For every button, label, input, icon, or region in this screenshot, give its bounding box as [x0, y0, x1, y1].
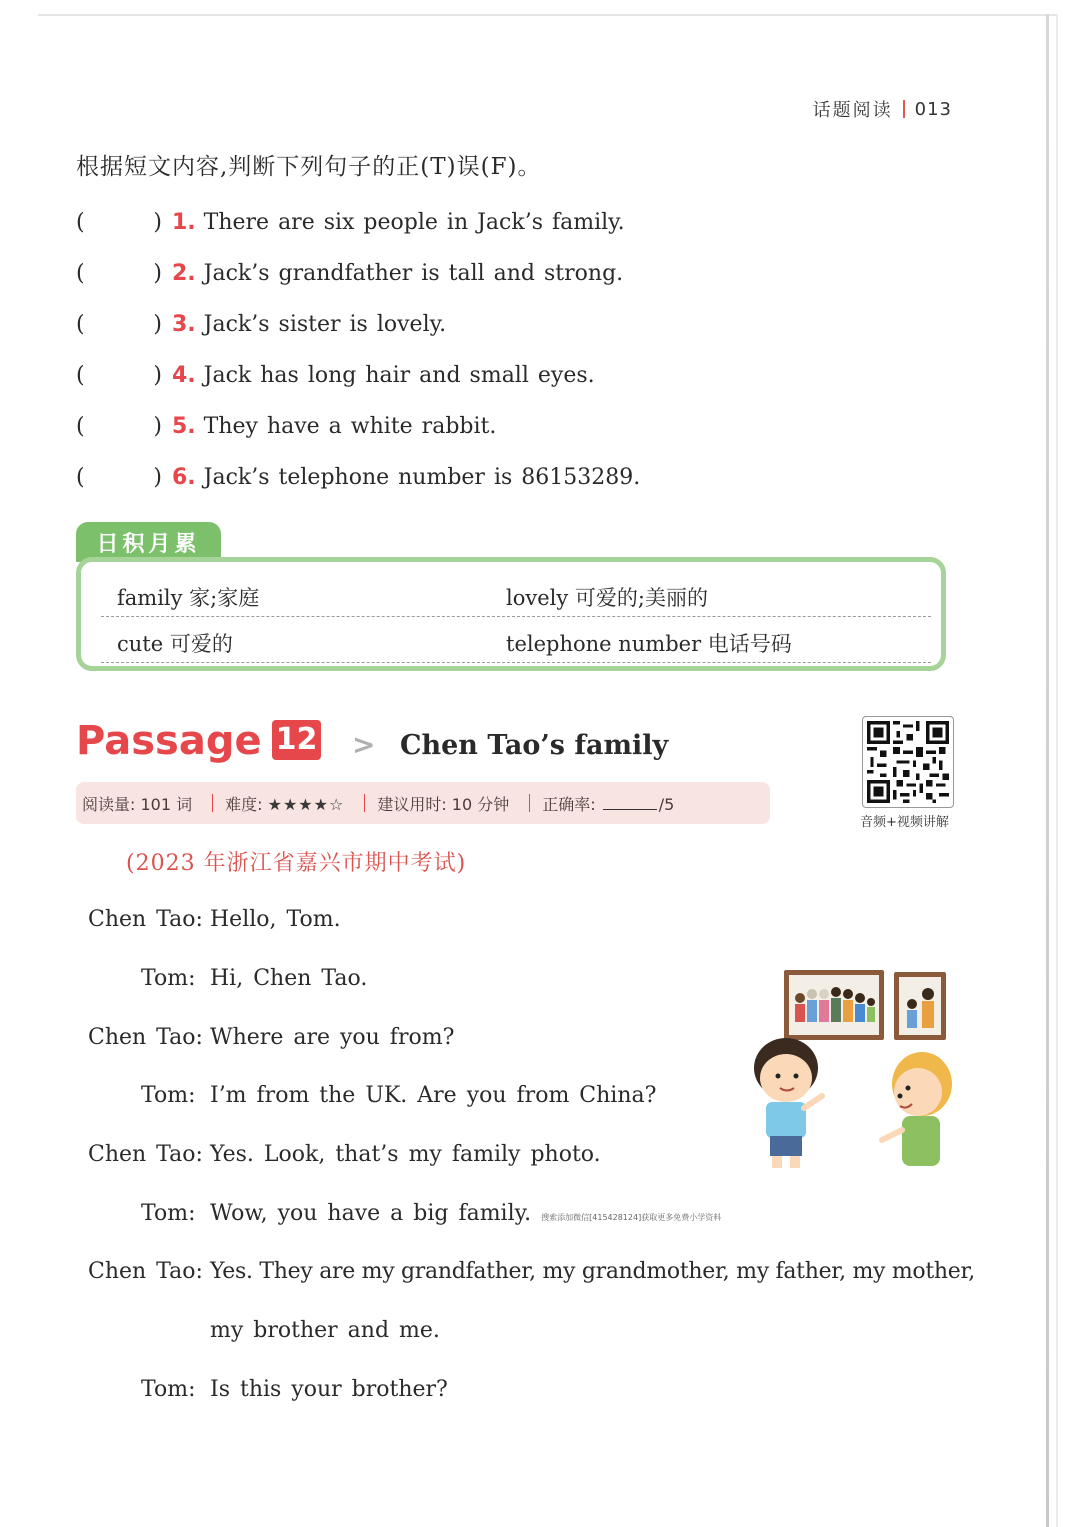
vocab-entry: family 家;家庭 [117, 586, 260, 610]
dialogue-line [0, 907, 1040, 937]
utterance: Yes. They are my grandfather, my grandmother, my father, my mother, [210, 1259, 976, 1284]
question-item [76, 401, 640, 452]
question-item [76, 350, 640, 401]
question-number: 4. [172, 363, 196, 388]
answer-blank[interactable]: ( ) [76, 210, 162, 235]
qr-caption: 音频+视频讲解 [860, 815, 949, 830]
exercise-instruction: 根据短文内容,判断下列句子的正(T)误(F)。 [76, 154, 542, 180]
page-edge [38, 14, 1058, 16]
story-title: Chen Tao’s family [400, 730, 669, 761]
page-binding-shadow [1046, 14, 1049, 1527]
question-text: Jack’s grandfather is tall and strong. [203, 261, 624, 286]
vocab-entry: lovely 可爱的;美丽的 [506, 586, 708, 610]
question-item [76, 452, 640, 503]
dialogue-line [0, 1377, 1040, 1407]
question-list [76, 197, 640, 503]
dialogue-line [0, 1201, 1040, 1231]
difficulty [219, 792, 358, 815]
answer-blank[interactable]: ( ) [76, 414, 162, 439]
utterance: my brother and me. [210, 1318, 440, 1343]
page-binding-edge [1056, 14, 1058, 1527]
speaker: Tom: [141, 966, 196, 991]
speaker: Chen Tao: [88, 1025, 203, 1050]
dialogue-line [0, 1318, 1040, 1348]
vocab-row [101, 618, 931, 663]
utterance: Yes. Look, that’s my family photo. [210, 1142, 601, 1167]
accuracy-blank[interactable] [603, 809, 657, 810]
page-number: 013 [914, 98, 952, 120]
source-note: (2023 年浙江省嘉兴市期中考试) [126, 851, 467, 876]
difficulty-label: 难度: [225, 794, 263, 814]
question-item [76, 248, 640, 299]
divider [529, 794, 530, 812]
divider [903, 100, 905, 118]
dialogue-line [0, 1259, 1040, 1289]
vocab-box [76, 557, 946, 671]
question-text: There are six people in Jack’s family. [203, 210, 625, 235]
watermark-text: 搜索添加微信[415428124]获取更多免费小学资料 [541, 1213, 722, 1222]
accuracy [536, 792, 688, 815]
running-head [813, 96, 952, 122]
word-count: 阅读量: 101 词 [82, 794, 193, 814]
speaker: Chen Tao: [88, 1142, 203, 1167]
utterance [210, 1201, 721, 1226]
answer-blank[interactable]: ( ) [76, 465, 162, 490]
question-number: 1. [172, 210, 196, 235]
answer-blank[interactable]: ( ) [76, 363, 162, 388]
question-item [76, 299, 640, 350]
utterance-text: Wow, you have a big family. [210, 1201, 532, 1226]
question-number: 6. [172, 465, 196, 490]
vocab-row [101, 572, 931, 617]
vocab-tab-title: 日积月累 [76, 522, 221, 562]
divider [212, 794, 213, 812]
vocab-entry: telephone number 电话号码 [506, 632, 792, 656]
utterance: Is this your brother? [210, 1377, 448, 1402]
speaker: Chen Tao: [88, 1259, 203, 1284]
reading-info-bar [76, 782, 770, 824]
speaker: Tom: [141, 1201, 196, 1226]
accuracy-label: 正确率: [542, 794, 596, 814]
question-text: Jack’s sister is lovely. [203, 312, 447, 337]
passage-number: 12 [272, 720, 322, 760]
chevron-right-icon: > [352, 728, 376, 761]
speaker: Tom: [141, 1377, 196, 1402]
question-text: They have a white rabbit. [203, 414, 497, 439]
question-text: Jack’s telephone number is 86153289. [203, 465, 641, 490]
star-rating-icon: ★★★★☆ [267, 794, 345, 814]
question-text: Jack has long hair and small eyes. [203, 363, 595, 388]
question-number: 2. [172, 261, 196, 286]
passage-label: Passage [76, 718, 262, 764]
utterance: Where are you from? [210, 1025, 455, 1050]
answer-blank[interactable]: ( ) [76, 312, 162, 337]
question-number: 3. [172, 312, 196, 337]
accuracy-total: /5 [658, 794, 675, 814]
qr-code-icon[interactable] [862, 716, 954, 808]
divider [364, 794, 365, 812]
passage-heading [76, 718, 321, 764]
question-item [76, 197, 640, 248]
speaker: Tom: [141, 1083, 196, 1108]
section-label: 话题阅读 [812, 100, 893, 121]
family-photo-illustration [750, 968, 955, 1173]
utterance: I’m from the UK. Are you from China? [210, 1083, 657, 1108]
vocab-entry: cute 可爱的 [117, 632, 233, 656]
answer-blank[interactable]: ( ) [76, 261, 162, 286]
utterance: Hello, Tom. [210, 907, 341, 932]
speaker: Chen Tao: [88, 907, 203, 932]
utterance: Hi, Chen Tao. [210, 966, 368, 991]
question-number: 5. [172, 414, 196, 439]
suggested-time: 建议用时: 10 分钟 [377, 794, 510, 814]
